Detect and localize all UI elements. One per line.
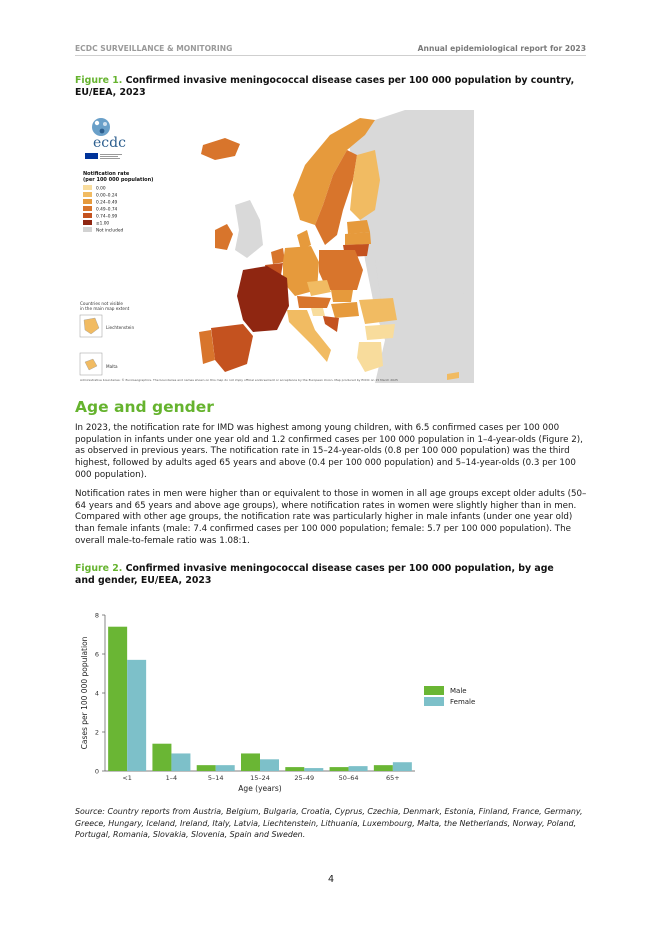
y-tick-label: 2 — [94, 728, 99, 737]
x-tick-label: 50–64 — [338, 774, 359, 782]
bar-male-6 — [374, 765, 393, 771]
paragraph-1: In 2023, the notification rate for IMD was highest among young children, with 6.5 confirmed cases per 100 000 population in infants under one year old and 1.2 confirmed cases per 100 000 population in 1–4-year-olds (Figure 2), as observed in previous years. The notification rate in 15–24-year-olds (0.8 per 100 000 population) was the third highest, followed by adults aged 65 years and above (0.4 per 100 000 population) and 5–14-year-olds (0.3 per 100 000 population). — [75, 423, 583, 480]
x-tick-label: 5–14 — [207, 774, 224, 782]
legend-label: ≥1.00 — [96, 221, 110, 227]
globe-icon — [92, 118, 110, 136]
bar-chart — [75, 600, 587, 800]
legend-label: 0.00–0.24 — [96, 193, 118, 199]
paragraph-2: Notification rates in men were higher than or equivalent to those in women in all age groups except older adults (50–64 years and 65 years and above age groups), where notification rates in women were slightly higher than in men. Compared with other age groups, the notification rate was particularly higher in male infants (under one year old) than female infants (male: 7.4 confirmed cases per 100 000 population; female: 5.7 per 100 000 population). The overall male-to-female ratio was 1.08:1. — [75, 489, 587, 546]
y-tick-label: 0 — [94, 767, 99, 776]
figure1-label: Figure 1. — [75, 75, 123, 86]
inset-title-line1: Countries not visible — [80, 301, 123, 306]
legend-label: 0.74–0.99 — [96, 214, 118, 220]
bar-male-2 — [197, 765, 216, 771]
bar-male-4 — [285, 767, 304, 771]
figure1-title: Confirmed invasive meningococcal disease cases per 100 000 population by country, EU/EEA, 2023 — [75, 75, 575, 99]
legend-title-line2: (per 100 000 population) — [83, 177, 154, 183]
eu-flag-icon — [85, 153, 98, 159]
y-tick-label: 6 — [94, 650, 99, 659]
bar-male-3 — [241, 753, 260, 771]
source-note: Source: Country reports from Austria, Belgium, Bulgaria, Croatia, Cyprus, Czechia, Denmark, Estonia, Finland, France, Germany, Greece, Hungary, Iceland, Ireland, Italy, Latvia, Liechtenstein, Lithuania, Luxembourg, Malta, the Netherlands, Norway, Poland, Portugal, Romania, Slovakia, Slovenia, Spain and Sweden. — [75, 807, 583, 840]
inset-malta-label: Malta — [106, 364, 118, 369]
running-header-left: ECDC SURVEILLANCE & MONITORING — [75, 44, 233, 53]
y-tick-label: 4 — [94, 689, 99, 698]
country-slovenia — [311, 308, 325, 316]
bar-female-4 — [304, 768, 323, 771]
y-tick-label: 8 — [94, 611, 99, 620]
map-footnote: Administrative boundaries: © EuroGeographics. The boundaries and names shown on this map do not imply official endorsement or acceptance by the European Union. Map produced by ECDC on 15 March 2025 — [80, 378, 398, 382]
bar-male-5 — [330, 767, 349, 771]
legend-title-line1: Notification rate — [83, 171, 130, 177]
bar-female-2 — [216, 765, 235, 771]
x-tick-label: <1 — [122, 774, 132, 782]
bar-male-0 — [108, 627, 127, 771]
legend-swatch — [83, 206, 92, 211]
bar-female-0 — [127, 660, 146, 771]
bar-male-1 — [152, 744, 171, 771]
ecdc-logo-text: ecdc — [93, 135, 126, 151]
legend-swatch — [83, 227, 92, 232]
legend-swatch — [83, 199, 92, 204]
map-svg — [75, 110, 474, 383]
country-estonia — [347, 220, 370, 234]
legend-label: 0.49–0.74 — [96, 207, 118, 213]
inset-title-line2: in the main map extent — [80, 306, 130, 311]
y-axis-label: Cases per 100 000 population — [80, 636, 89, 750]
page-number: 4 — [327, 874, 335, 885]
country-slovakia — [331, 290, 353, 302]
inset-liechtenstein-label: Liechtenstein — [106, 325, 135, 330]
bar-female-1 — [171, 753, 190, 771]
legend-label-female: Female — [450, 698, 476, 706]
country-austria — [297, 296, 331, 308]
country-bulgaria — [365, 324, 395, 340]
x-axis-label: Age (years) — [238, 784, 282, 793]
bar-female-5 — [349, 766, 368, 771]
legend-swatch-female — [424, 697, 444, 706]
figure2-title: Confirmed invasive meningococcal disease cases per 100 000 population, by age and gender, EU/EEA, 2023 — [75, 563, 554, 587]
country-hungary — [331, 302, 359, 318]
running-header-right: Annual epidemiological report for 2023 — [417, 44, 586, 53]
legend-swatch — [83, 220, 92, 225]
figure2-label: Figure 2. — [75, 563, 123, 574]
legend-label: 0.24–0.49 — [96, 200, 118, 206]
bar-female-6 — [393, 762, 412, 771]
chart-svg — [75, 600, 587, 800]
header-rule — [75, 55, 586, 56]
legend-label-male: Male — [450, 687, 467, 695]
legend-swatch — [83, 192, 92, 197]
figure2-caption — [75, 563, 575, 587]
x-tick-label: 65+ — [385, 774, 400, 782]
legend-swatch — [83, 213, 92, 218]
country-latvia — [345, 232, 371, 245]
figure1-caption — [75, 75, 575, 99]
legend-swatch — [83, 185, 92, 190]
x-tick-label: 1–4 — [165, 774, 178, 782]
x-tick-label: 15–24 — [250, 774, 270, 782]
europe-map — [75, 110, 474, 383]
x-tick-label: 25–49 — [294, 774, 315, 782]
legend-swatch-male — [424, 686, 444, 695]
legend-label: Not included — [96, 228, 124, 234]
country-romania — [359, 298, 397, 324]
section-title: Age and gender — [75, 398, 214, 416]
bar-female-3 — [260, 759, 279, 771]
legend-label: 0.00 — [96, 186, 106, 192]
